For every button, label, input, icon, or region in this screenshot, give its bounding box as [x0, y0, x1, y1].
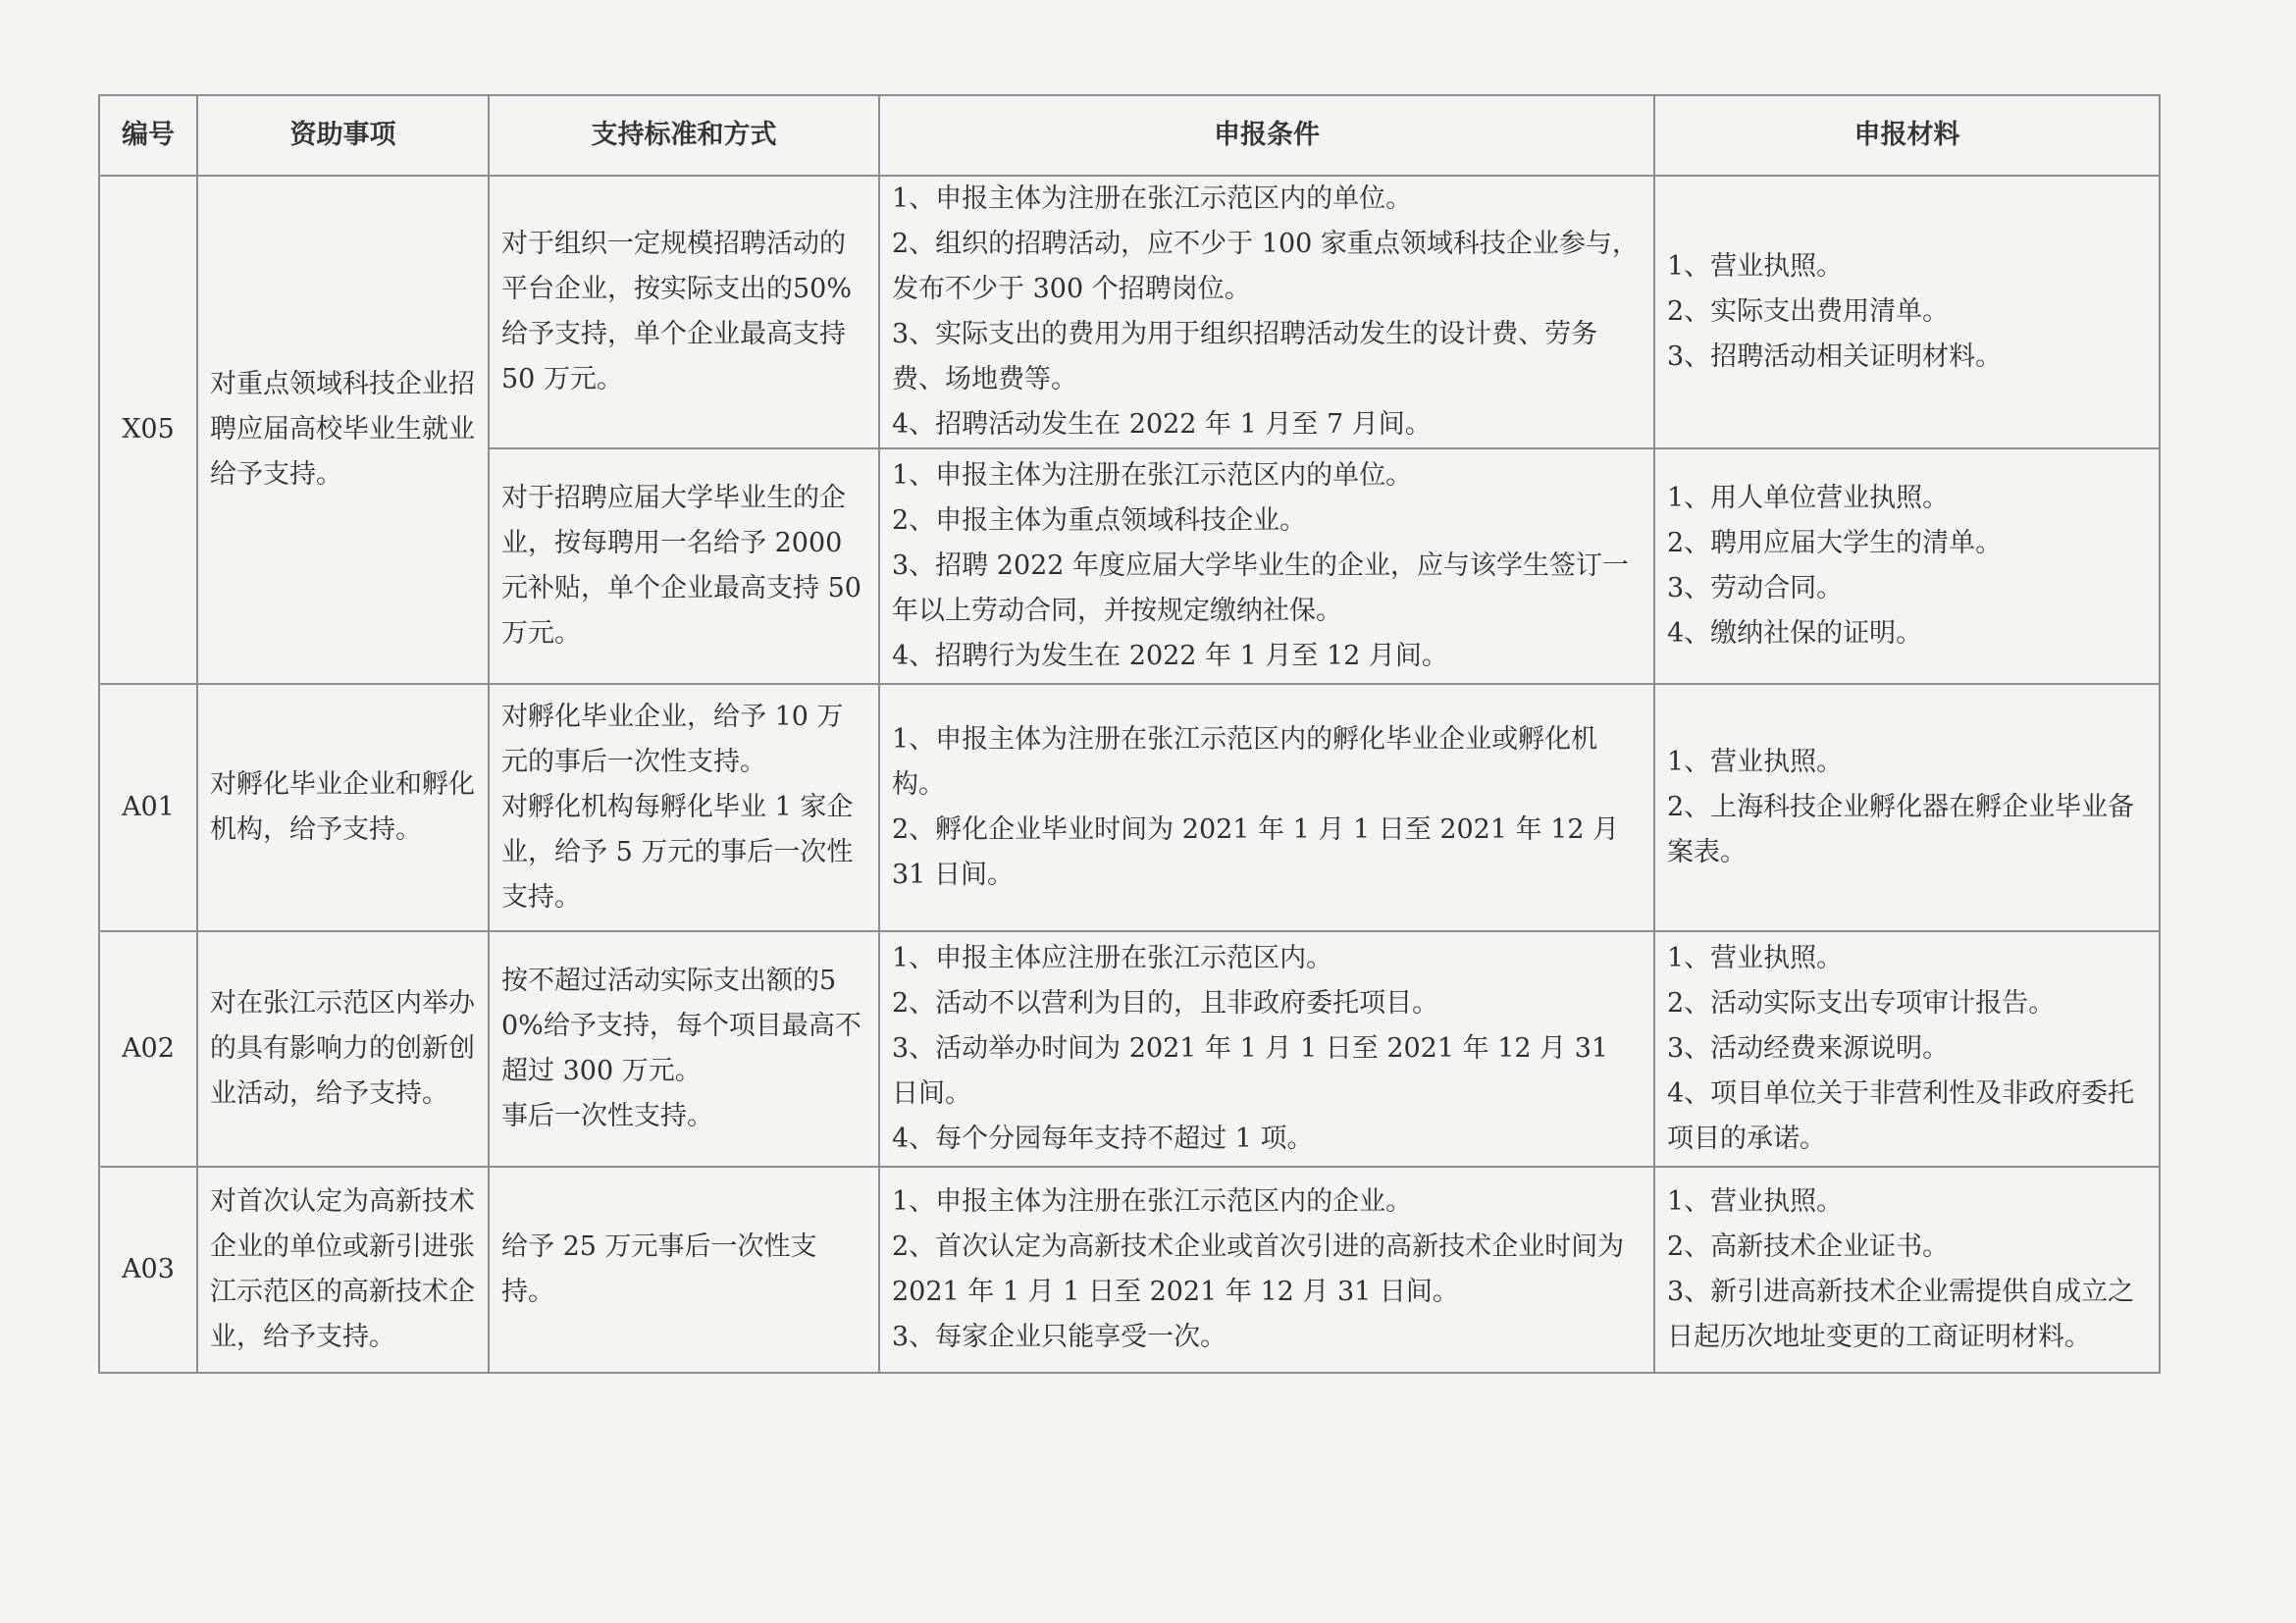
table-row [99, 176, 2160, 448]
row-conditions: 1、申报主体为注册在张江示范区内的企业。 2、首次认定为高新技术企业或首次引进的高新技术企业时间为 2021 年 1 月 1 日至 2021 年 12 月 31 日间。 3、每家企业只能享受一次。 [879, 1167, 1654, 1373]
header-materials: 申报材料 [1654, 95, 2160, 176]
row-id: X05 [99, 176, 197, 684]
row-standard: 对于招聘应届大学毕业生的企业，按每聘用一名给予 2000 元补贴，单个企业最高支持 50 万元。 [489, 448, 879, 684]
row-conditions: 1、申报主体应注册在张江示范区内。 2、活动不以营利为目的，且非政府委托项目。 3、活动举办时间为 2021 年 1 月 1 日至 2021 年 12 月 31 日间。 4、每个分园每年支持不超过 1 项。 [879, 931, 1654, 1167]
header-id: 编号 [99, 95, 197, 176]
row-item: 对在张江示范区内举办的具有影响力的创新创业活动，给予支持。 [197, 931, 489, 1167]
funding-table [98, 94, 2161, 1374]
header-conditions: 申报条件 [879, 95, 1654, 176]
row-standard: 对于组织一定规模招聘活动的平台企业，按实际支出的50%给予支持，单个企业最高支持 50 万元。 [489, 176, 879, 448]
row-item: 对重点领域科技企业招聘应届高校毕业生就业给予支持。 [197, 176, 489, 684]
table-row [99, 1167, 2160, 1373]
header-item: 资助事项 [197, 95, 489, 176]
row-conditions: 1、申报主体为注册在张江示范区内的单位。 2、申报主体为重点领域科技企业。 3、招聘 2022 年度应届大学毕业生的企业，应与该学生签订一年以上劳动合同，并按规定缴纳社保。 4、招聘行为发生在 2022 年 1 月至 12 月间。 [879, 448, 1654, 684]
row-materials: 1、营业执照。 2、上海科技企业孵化器在孵企业毕业备案表。 [1654, 684, 2160, 931]
row-conditions: 1、申报主体为注册在张江示范区内的孵化毕业企业或孵化机构。 2、孵化企业毕业时间为 2021 年 1 月 1 日至 2021 年 12 月 31 日间。 [879, 684, 1654, 931]
row-standard: 按不超过活动实际支出额的50%给予支持，每个项目最高不超过 300 万元。 事后一次性支持。 [489, 931, 879, 1167]
row-id: A02 [99, 931, 197, 1167]
row-materials: 1、用人单位营业执照。 2、聘用应届大学生的清单。 3、劳动合同。 4、缴纳社保的证明。 [1654, 448, 2160, 684]
row-conditions: 1、申报主体为注册在张江示范区内的单位。 2、组织的招聘活动，应不少于 100 家重点领域科技企业参与，发布不少于 300 个招聘岗位。 3、实际支出的费用为用于组织招聘活动发生的设计费、劳务费、场地费等。 4、招聘活动发生在 2022 年 1 月至 7 月间。 [879, 176, 1654, 448]
row-item: 对首次认定为高新技术企业的单位或新引进张江示范区的高新技术企业，给予支持。 [197, 1167, 489, 1373]
row-item: 对孵化毕业企业和孵化机构，给予支持。 [197, 684, 489, 931]
table-row [99, 931, 2160, 1167]
row-materials: 1、营业执照。 2、高新技术企业证书。 3、新引进高新技术企业需提供自成立之日起历次地址变更的工商证明材料。 [1654, 1167, 2160, 1373]
row-id: A01 [99, 684, 197, 931]
header-standard: 支持标准和方式 [489, 95, 879, 176]
header-row [99, 95, 2160, 176]
row-standard: 给予 25 万元事后一次性支持。 [489, 1167, 879, 1373]
row-materials: 1、营业执照。 2、活动实际支出专项审计报告。 3、活动经费来源说明。 4、项目单位关于非营利性及非政府委托项目的承诺。 [1654, 931, 2160, 1167]
row-materials: 1、营业执照。 2、实际支出费用清单。 3、招聘活动相关证明材料。 [1654, 176, 2160, 448]
table-row [99, 684, 2160, 931]
row-id: A03 [99, 1167, 197, 1373]
row-standard: 对孵化毕业企业，给予 10 万元的事后一次性支持。 对孵化机构每孵化毕业 1 家企业，给予 5 万元的事后一次性支持。 [489, 684, 879, 931]
